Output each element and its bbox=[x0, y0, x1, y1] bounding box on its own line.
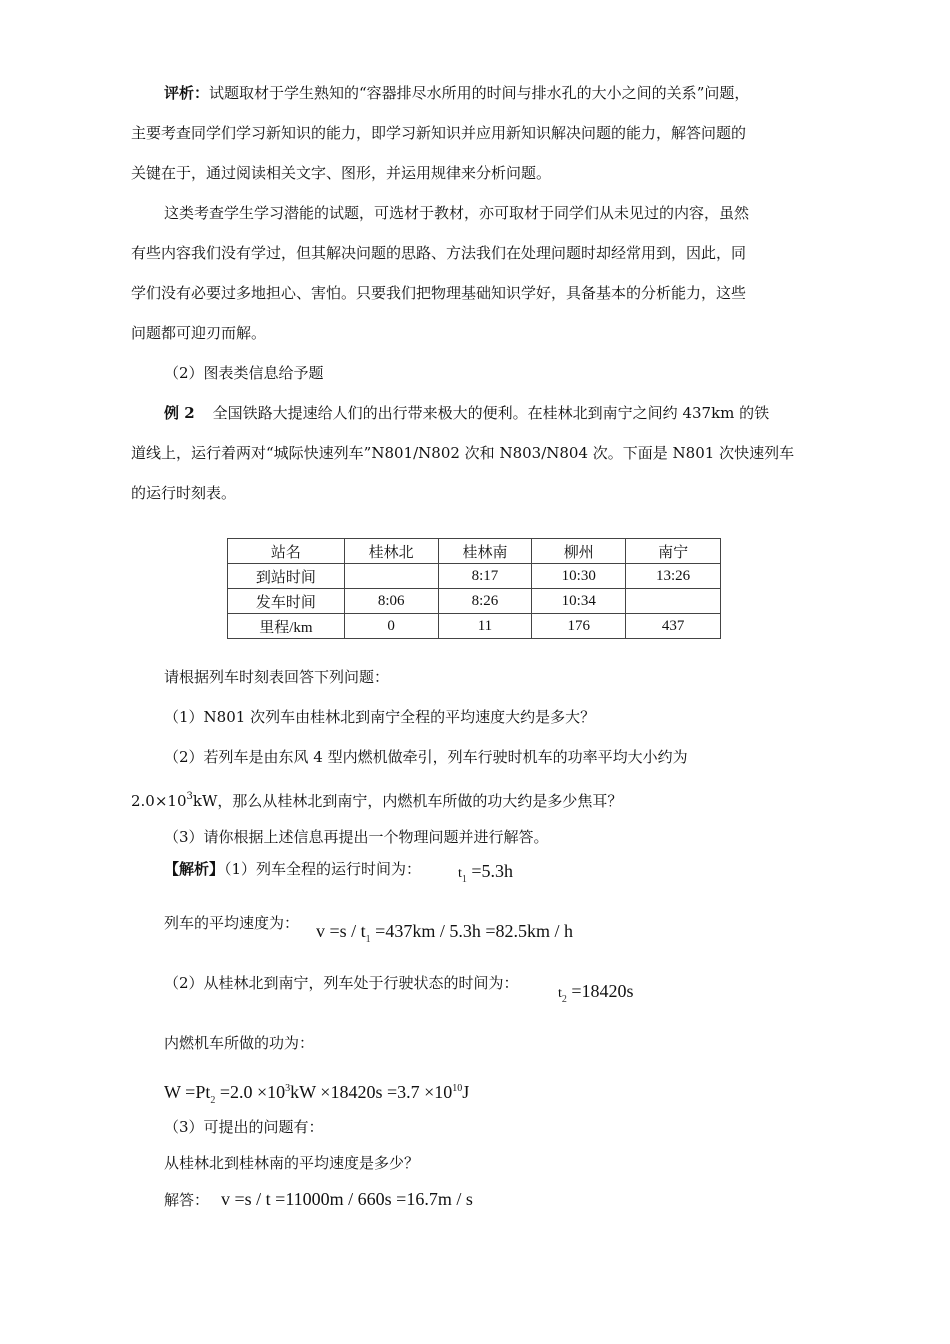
eq-part: v =s / t bbox=[316, 921, 366, 941]
analysis-line-3: 关键在于，通过阅读相关文字、图形，并运用规律来分析问题。 bbox=[131, 164, 552, 182]
eq-part: kW ×18420s =3.7 ×10 bbox=[290, 1082, 453, 1102]
equation-t2 bbox=[558, 980, 634, 1011]
analysis-line-2: 主要考查同学们学习新知识的能力，即学习新知识并应用新知识解决问题的能力，解答问题的 bbox=[131, 124, 747, 142]
eq-sup: 10 bbox=[452, 1083, 463, 1094]
table-cell: 到站时间 bbox=[228, 564, 345, 589]
equation-answer: v =s / t =11000m / 660s =16.7m / s bbox=[221, 1189, 473, 1209]
table-row bbox=[228, 614, 721, 639]
solution-line-3: （2）从桂林北到南宁，列车处于行驶状态的时间为： bbox=[164, 974, 519, 992]
eq-value: =18420s bbox=[571, 981, 634, 1001]
para2-line-3: 学们没有必要过多地担心、害怕。只要我们把物理基础知识学好，具备基本的分析能力，这些 bbox=[131, 284, 747, 302]
eq-part: =2.0 ×10 bbox=[219, 1082, 286, 1102]
analysis-label: 评析： bbox=[164, 84, 210, 102]
table-cell: 0 bbox=[344, 614, 438, 639]
table-cell: 桂林南 bbox=[438, 539, 532, 564]
example-line-3: 的运行时刻表。 bbox=[131, 484, 237, 502]
section-title: （2）图表类信息给予题 bbox=[164, 364, 324, 382]
analysis-text-1: 试题取材于学生熟知的“容器排尽水所用的时间与排水孔的大小之间的关系”问题， bbox=[209, 84, 750, 102]
eq-part: W =Pt bbox=[164, 1082, 211, 1102]
solution-line-1 bbox=[164, 858, 421, 880]
para2-line-4: 问题都可迎刃而解。 bbox=[131, 324, 267, 342]
solution-line-8 bbox=[164, 1188, 473, 1211]
table-cell: 10:34 bbox=[532, 589, 626, 614]
table-row bbox=[228, 564, 721, 589]
timetable bbox=[227, 538, 721, 639]
q2-exponent: 3 bbox=[186, 791, 193, 802]
table-cell bbox=[344, 564, 438, 589]
eq-part: J bbox=[462, 1082, 470, 1102]
table-cell: 13:26 bbox=[626, 564, 721, 589]
example-line-2: 道线上，运行着两对“城际快速列车”N801/N802 次和 N803/N804 次。下面是 N801 次快速列车 bbox=[131, 444, 795, 462]
eq-part: =437km / 5.3h =82.5km / h bbox=[375, 921, 573, 941]
example-line-1 bbox=[164, 402, 769, 424]
q2-value: 2.0×10 bbox=[131, 792, 187, 810]
para2-line-2: 有些内容我们没有学过，但其解决问题的思路、方法我们在处理问题时却经常用到，因此，同 bbox=[131, 244, 747, 262]
table-cell: 站名 bbox=[228, 539, 345, 564]
question-2-line-1: （2）若列车是由东风 4 型内燃机做牵引，列车行驶时机车的功率平均大小约为 bbox=[164, 748, 688, 766]
solution-line-7: 从桂林北到桂林南的平均速度是多少？ bbox=[164, 1154, 420, 1172]
table-cell: 桂林北 bbox=[344, 539, 438, 564]
table-row bbox=[228, 539, 721, 564]
table-cell: 8:17 bbox=[438, 564, 532, 589]
eq-var: t bbox=[558, 986, 562, 1001]
solution-line-6: （3）可提出的问题有： bbox=[164, 1118, 324, 1136]
table-cell: 8:26 bbox=[438, 589, 532, 614]
equation-t1 bbox=[458, 860, 513, 891]
solution-line-4: 内燃机车所做的功为： bbox=[164, 1034, 315, 1052]
table-cell: 10:30 bbox=[532, 564, 626, 589]
solution-line-2: 列车的平均速度为： bbox=[164, 914, 300, 932]
solution-label: 【解析】 bbox=[164, 860, 225, 878]
table-cell: 南宁 bbox=[626, 539, 721, 564]
questions-intro: 请根据列车时刻表回答下列问题： bbox=[164, 668, 390, 686]
analysis-line-1 bbox=[164, 82, 749, 104]
eq-sup: 3 bbox=[285, 1083, 291, 1094]
table-row bbox=[228, 589, 721, 614]
q2-text: kW，那么从桂林北到南宁，内燃机车所做的功大约是多少焦耳？ bbox=[192, 792, 623, 810]
example-text-1: 全国铁路大提速给人们的出行带来极大的便利。在桂林北到南宁之间约 437km 的铁 bbox=[212, 404, 770, 422]
equation-work bbox=[164, 1078, 469, 1112]
table-cell: 里程/km bbox=[228, 614, 345, 639]
question-1: （1）N801 次列车由桂林北到南宁全程的平均速度大约是多大？ bbox=[164, 708, 596, 726]
table-cell bbox=[626, 589, 721, 614]
equation-velocity bbox=[316, 920, 573, 951]
eq-sub: 1 bbox=[365, 934, 371, 945]
example-label: 例 2 bbox=[164, 404, 195, 422]
eq-value: =5.3h bbox=[471, 861, 514, 881]
table-cell: 437 bbox=[626, 614, 721, 639]
answer-label: 解答： bbox=[164, 1191, 210, 1209]
question-2-line-2 bbox=[131, 786, 622, 812]
table-cell: 发车时间 bbox=[228, 589, 345, 614]
table-cell: 11 bbox=[438, 614, 532, 639]
table-cell: 柳州 bbox=[532, 539, 626, 564]
table-cell: 8:06 bbox=[344, 589, 438, 614]
eq-sub: 1 bbox=[461, 874, 467, 885]
solution-text-1: （1）列车全程的运行时间为： bbox=[224, 860, 422, 878]
eq-sub: 2 bbox=[210, 1095, 216, 1106]
eq-var: t bbox=[458, 866, 462, 881]
table-cell: 176 bbox=[532, 614, 626, 639]
para2-line-1: 这类考查学生学习潜能的试题，可选材于教材，亦可取材于同学们从未见过的内容，虽然 bbox=[164, 204, 750, 222]
question-3: （3）请你根据上述信息再提出一个物理问题并进行解答。 bbox=[164, 828, 549, 846]
eq-sub: 2 bbox=[561, 994, 567, 1005]
